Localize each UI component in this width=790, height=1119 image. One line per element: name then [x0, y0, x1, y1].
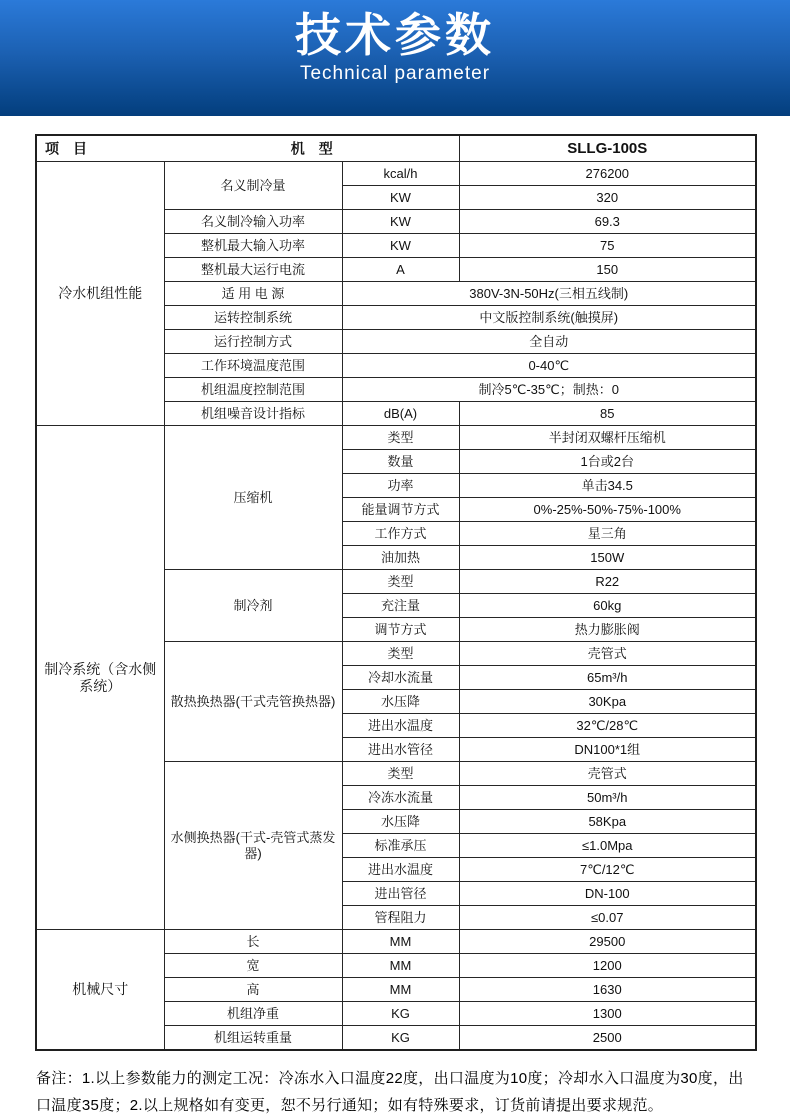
value-cell: 1630 — [459, 978, 756, 1002]
value-cell: 0%-25%-50%-75%-100% — [459, 498, 756, 522]
value-cell: ≤1.0Mpa — [459, 834, 756, 858]
item-cell: 适 用 电 源 — [164, 282, 342, 306]
unit-cell: 管程阻力 — [342, 906, 459, 930]
unit-cell: 进出水管径 — [342, 738, 459, 762]
unit-cell: kcal/h — [342, 162, 459, 186]
unit-cell: dB(A) — [342, 402, 459, 426]
unit-cell: 调节方式 — [342, 618, 459, 642]
value-cell: 50m³/h — [459, 786, 756, 810]
value-cell: 58Kpa — [459, 810, 756, 834]
value-cell: 85 — [459, 402, 756, 426]
group-cell: 冷水机组性能 — [36, 162, 164, 426]
value-cell: DN-100 — [459, 882, 756, 906]
spec-table — [35, 134, 757, 1051]
value-cell: 壳管式 — [459, 642, 756, 666]
item-cell: 散热换热器(干式壳管换热器) — [164, 642, 342, 762]
unit-cell: 水压降 — [342, 690, 459, 714]
value-cell: 全自动 — [342, 330, 756, 354]
unit-cell: 能量调节方式 — [342, 498, 459, 522]
value-cell: 380V-3N-50Hz(三相五线制) — [342, 282, 756, 306]
value-cell: 1200 — [459, 954, 756, 978]
item-cell: 制冷剂 — [164, 570, 342, 642]
unit-cell: MM — [342, 930, 459, 954]
value-cell: 热力膨胀阀 — [459, 618, 756, 642]
unit-cell: KW — [342, 210, 459, 234]
value-cell: 32℃/28℃ — [459, 714, 756, 738]
unit-cell: 功率 — [342, 474, 459, 498]
unit-cell: KG — [342, 1026, 459, 1051]
item-cell: 机组温度控制范围 — [164, 378, 342, 402]
value-cell: DN100*1组 — [459, 738, 756, 762]
header-item-label: 项 目 — [45, 140, 87, 157]
footnote: 备注：1.以上参数能力的测定工况：冷冻水入口温度22度，出口温度为10度；冷却水入口温度为30度，出口温度35度；2.以上规格如有变更，恕不另行通知；如有特殊要求，订货前请提出要求规范。 — [36, 1070, 744, 1114]
item-cell: 整机最大运行电流 — [164, 258, 342, 282]
item-cell: 运行控制方式 — [164, 330, 342, 354]
value-cell: 壳管式 — [459, 762, 756, 786]
value-cell: 星三角 — [459, 522, 756, 546]
item-cell: 工作环境温度范围 — [164, 354, 342, 378]
value-cell: 320 — [459, 186, 756, 210]
value-cell: 60kg — [459, 594, 756, 618]
unit-cell: 油加热 — [342, 546, 459, 570]
table-row — [36, 930, 756, 954]
unit-cell: 水压降 — [342, 810, 459, 834]
page-title: 技术参数 — [295, 9, 495, 61]
unit-cell: 进出水温度 — [342, 714, 459, 738]
header-left-cell — [36, 135, 459, 162]
item-cell: 高 — [164, 978, 342, 1002]
item-cell: 机组噪音设计指标 — [164, 402, 342, 426]
unit-cell: 类型 — [342, 426, 459, 450]
header-model-value: SLLG-100S — [459, 135, 756, 162]
unit-cell: 进出管径 — [342, 882, 459, 906]
value-cell: 0-40℃ — [342, 354, 756, 378]
value-cell: R22 — [459, 570, 756, 594]
value-cell: 276200 — [459, 162, 756, 186]
value-cell: 150W — [459, 546, 756, 570]
unit-cell: 标准承压 — [342, 834, 459, 858]
value-cell: 69.3 — [459, 210, 756, 234]
unit-cell: 进出水温度 — [342, 858, 459, 882]
item-cell: 水侧换热器(干式-壳管式蒸发器) — [164, 762, 342, 930]
header-model-label: 机 型 — [290, 140, 333, 157]
table-header-row — [36, 135, 756, 162]
unit-cell: 冷冻水流量 — [342, 786, 459, 810]
unit-cell: 充注量 — [342, 594, 459, 618]
item-cell: 名义制冷输入功率 — [164, 210, 342, 234]
item-cell: 宽 — [164, 954, 342, 978]
item-cell: 运转控制系统 — [164, 306, 342, 330]
value-cell: 制冷5℃-35℃；制热：0 — [342, 378, 756, 402]
spec-table-wrap — [35, 134, 755, 1051]
unit-cell: 类型 — [342, 570, 459, 594]
group-cell: 制冷系统（含水侧系统） — [36, 426, 164, 930]
item-cell: 压缩机 — [164, 426, 342, 570]
item-cell: 名义制冷量 — [164, 162, 342, 210]
item-cell: 整机最大输入功率 — [164, 234, 342, 258]
value-cell: ≤0.07 — [459, 906, 756, 930]
group-cell: 机械尺寸 — [36, 930, 164, 1051]
page-subtitle: Technical parameter — [299, 63, 491, 84]
unit-cell: 冷却水流量 — [342, 666, 459, 690]
unit-cell: A — [342, 258, 459, 282]
table-row — [36, 162, 756, 186]
item-cell: 机组运转重量 — [164, 1026, 342, 1051]
unit-cell: MM — [342, 978, 459, 1002]
item-cell: 机组净重 — [164, 1002, 342, 1026]
value-cell: 7℃/12℃ — [459, 858, 756, 882]
unit-cell: KG — [342, 1002, 459, 1026]
unit-cell: 数量 — [342, 450, 459, 474]
value-cell: 中文版控制系统(触摸屏) — [342, 306, 756, 330]
value-cell: 半封闭双螺杆压缩机 — [459, 426, 756, 450]
unit-cell: KW — [342, 186, 459, 210]
value-cell: 单击34.5 — [459, 474, 756, 498]
value-cell: 2500 — [459, 1026, 756, 1051]
unit-cell: 类型 — [342, 642, 459, 666]
unit-cell: MM — [342, 954, 459, 978]
value-cell: 150 — [459, 258, 756, 282]
table-row — [36, 426, 756, 450]
banner — [0, 0, 790, 116]
unit-cell: KW — [342, 234, 459, 258]
value-cell: 65m³/h — [459, 666, 756, 690]
item-cell: 长 — [164, 930, 342, 954]
unit-cell: 工作方式 — [342, 522, 459, 546]
value-cell: 75 — [459, 234, 756, 258]
unit-cell: 类型 — [342, 762, 459, 786]
value-cell: 1台或2台 — [459, 450, 756, 474]
value-cell: 1300 — [459, 1002, 756, 1026]
value-cell: 29500 — [459, 930, 756, 954]
value-cell: 30Kpa — [459, 690, 756, 714]
